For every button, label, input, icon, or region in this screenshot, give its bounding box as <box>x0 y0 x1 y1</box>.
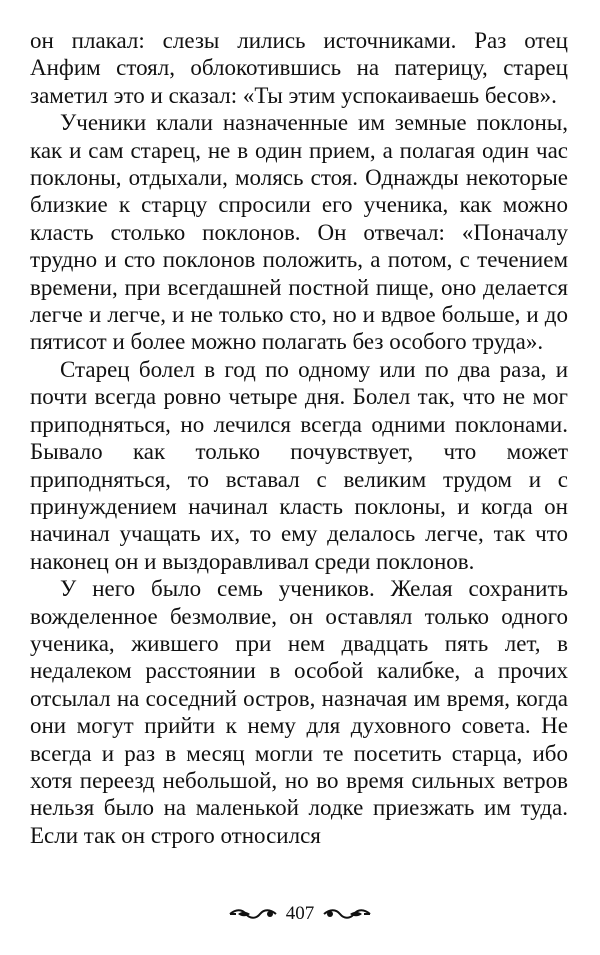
flourish-right-icon <box>322 906 372 922</box>
paragraph-4: У него было семь учеников. Желая сохранить вожделенное безмолвие, он оставлял только одного ученика, жившего при нем двадцать пять лет, в недалеком расстоянии в особой калибке, а прочих отсылал на соседний остров, назначая им время, когда они могут прийти к нему для духовного совета. Не всегда и раз в месяц могли те посетить старца, ибо хотя переезд небольшой, но во время сильных ветров нельзя было на маленькой лодке приезжать им туда. Если так он строго относился <box>30 576 568 848</box>
paragraph-3: Старец болел в год по одному или по два раза, и почти всегда ровно четыре дня. Болел так, что не мог приподняться, но лечился всегда одними поклонами. Бывало как только почувствует, что может приподняться, то вставал с великим трудом и с принуждением начинал класть поклоны, и когда он начинал учащать их, то ему делалось легче, так что наконец он и выздоравливал среди поклонов. <box>30 356 568 574</box>
paragraph-1: он плакал: слезы лились источниками. Раз отец Анфим стоял, облокотившись на патерицу, старец заметил это и сказал: «Ты этим успокаиваешь бесов». <box>30 28 568 108</box>
paragraph-2: Ученики клали назначенные им земные поклоны, как и сам старец, не в один прием, а полагая один час поклоны, отдыхали, молясь стоя. Однажды некоторые близкие к старцу спросили его ученика, как можно класть столько поклонов. Он отвечал: «Поначалу трудно и сто поклонов положить, а потом, с течением времени, при всегдашней постной пище, оно делается легче и легче, и не только сто, но и вдвое больше, и до пятисот и более можно полагать без особого труда». <box>30 110 568 355</box>
page-footer <box>0 899 600 929</box>
page-number: 407 <box>285 903 315 924</box>
flourish-left-icon <box>228 906 278 922</box>
page-text <box>30 27 568 849</box>
